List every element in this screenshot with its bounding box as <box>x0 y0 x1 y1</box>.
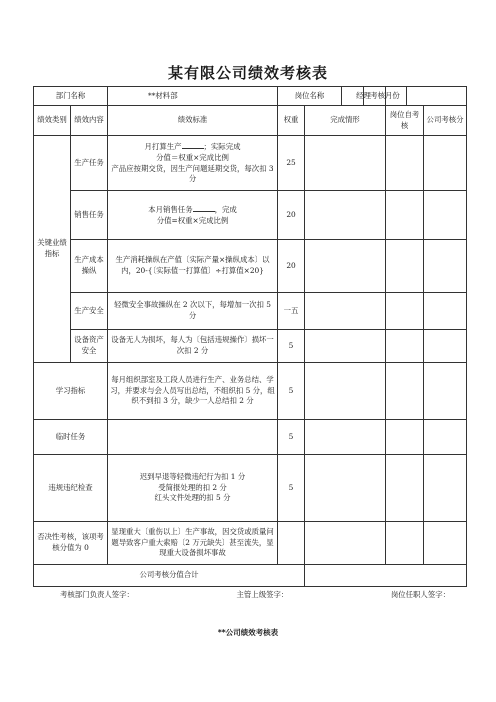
row-content: 设备资产安全 <box>71 330 108 363</box>
row-standard: 生产消耗操纵在产值〔实际产量×操纵成本〕以内，20-{〔实际值一打算值〕÷打算值×20} <box>108 240 278 293</box>
completion-cell[interactable] <box>305 136 386 191</box>
total-label: 公司考核分值合计 <box>34 565 305 587</box>
company-score-cell[interactable] <box>424 363 467 420</box>
self-score-cell[interactable] <box>386 363 424 420</box>
page-title: 某有限公司绩效考核表 <box>167 64 328 82</box>
self-score-cell[interactable] <box>386 420 424 455</box>
self-score-cell[interactable] <box>386 293 424 330</box>
row-content: 生产安全 <box>71 293 108 330</box>
bottom-title: **公司绩效考核表 <box>217 628 279 637</box>
company-score-cell[interactable] <box>424 240 467 293</box>
col-self-score: 岗位自考核 <box>386 106 424 136</box>
employee-signature[interactable]: 岗位任职人签字： <box>390 590 450 599</box>
table-row <box>34 420 467 455</box>
row-weight: 20 <box>278 240 305 293</box>
kpi-group-label: 关键业绩指标 <box>34 136 71 363</box>
row-standard: 本月销售任务 ，完成 分值=权重×完成比例 <box>108 191 278 240</box>
completion-cell[interactable] <box>305 330 386 363</box>
table-row <box>34 522 467 565</box>
col-standard: 绩效标准 <box>108 106 278 136</box>
company-score-cell[interactable] <box>424 420 467 455</box>
study-category: 学习指标 <box>34 363 108 420</box>
completion-cell[interactable] <box>305 455 386 522</box>
table-row <box>34 191 467 240</box>
dept-head-signature[interactable]: 考核部门负责人签字： <box>60 590 134 599</box>
completion-cell[interactable] <box>305 522 386 565</box>
completion-cell[interactable] <box>305 363 386 420</box>
table-row <box>34 455 467 522</box>
signature-line <box>60 589 450 600</box>
self-score-cell[interactable] <box>386 330 424 363</box>
self-score-cell[interactable] <box>386 240 424 293</box>
month-label: 考核月份 <box>363 87 407 105</box>
table-row <box>34 330 467 363</box>
row-weight: 5 <box>278 330 305 363</box>
row-standard: 显现重大〔重伤以上〕生产事故，因交货或质量问题导致客户重大索赔〔2 万元缺失〕甚至流失，显现重大设备损坏事故 <box>108 522 278 565</box>
table-row <box>34 293 467 330</box>
row-weight: 5 <box>278 420 305 455</box>
discipline-category: 违规违纪检查 <box>34 455 108 522</box>
row-weight[interactable] <box>278 522 305 565</box>
col-company-score: 公司考核分 <box>424 106 467 136</box>
company-score-cell[interactable] <box>424 330 467 363</box>
company-score-cell[interactable] <box>424 136 467 191</box>
total-value[interactable] <box>305 565 467 587</box>
row-weight: 5 <box>278 455 305 522</box>
self-score-cell[interactable] <box>386 522 424 565</box>
col-completion: 完成情形 <box>305 106 386 136</box>
company-score-cell[interactable] <box>424 455 467 522</box>
header-row <box>34 87 467 106</box>
self-score-cell[interactable] <box>386 455 424 522</box>
column-header-row <box>34 106 467 136</box>
row-weight: 25 <box>278 136 305 191</box>
table-row <box>34 363 467 420</box>
row-content: 销售任务 <box>71 191 108 240</box>
position-value[interactable]: 经理 <box>356 91 371 100</box>
dept-label: 部门名称 <box>34 87 108 106</box>
completion-cell[interactable] <box>305 293 386 330</box>
row-weight: 20 <box>278 191 305 240</box>
row-standard: 轻微安全事故操纵在 2 次以下，每增加一次扣 5 分 <box>108 293 278 330</box>
completion-cell[interactable] <box>305 420 386 455</box>
company-score-cell[interactable] <box>424 293 467 330</box>
veto-category: 否决性考核，该项考核分值为 0 <box>34 522 108 565</box>
self-score-cell[interactable] <box>386 136 424 191</box>
total-row <box>34 565 467 587</box>
table-row <box>34 136 467 191</box>
row-standard: 设备无人为损坏，每人为〔包括违规操作〕损坏一次扣 2 分 <box>108 330 278 363</box>
self-score-cell[interactable] <box>386 191 424 240</box>
dept-value[interactable]: **材料部 <box>108 87 278 106</box>
table-row <box>34 240 467 293</box>
completion-cell[interactable] <box>305 191 386 240</box>
row-standard: 月打算生产 ；实际完成 分值＝权重×完成比例 产品应按期交货，因生产问题延期交货，每次扣 3 分 <box>108 136 278 191</box>
col-weight: 权重 <box>278 106 305 136</box>
company-score-cell[interactable] <box>424 191 467 240</box>
position-label: 岗位名称 <box>278 87 342 105</box>
supervisor-signature[interactable]: 主管上级签字： <box>236 590 289 599</box>
row-standard[interactable] <box>108 420 278 455</box>
row-content: 生产任务 <box>71 136 108 191</box>
row-content: 生产成本操纵 <box>71 240 108 293</box>
row-weight: 5 <box>278 363 305 420</box>
temp-category: 临时任务 <box>34 420 108 455</box>
row-standard: 每月组织部室及工段人员进行生产、业务总结、学习，并要求与会人员写出总结，不组织扣 5 分，组织不到扣 3 分，缺少一人总结扣 2 分 <box>108 363 278 420</box>
col-category: 绩效类别 <box>34 106 71 136</box>
row-standard: 迟到早退等轻微违纪行为扣 1 分 受简报处理的扣 2 分 红头文件处理的扣 5 分 <box>108 455 278 522</box>
company-score-cell[interactable] <box>424 522 467 565</box>
completion-cell[interactable] <box>305 240 386 293</box>
col-content: 绩效内容 <box>71 106 108 136</box>
evaluation-form-table <box>33 86 467 587</box>
row-weight: 一五 <box>278 293 305 330</box>
